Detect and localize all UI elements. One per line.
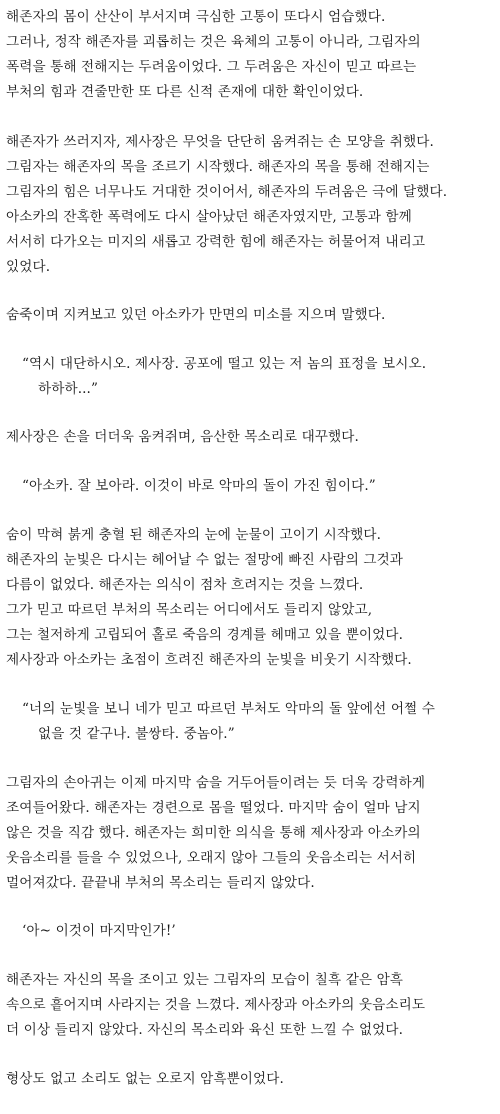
dialogue-1-line-1: “역시 대단하시오. 제사장. 공포에 떨고 있는 저 놈의 표정을 보시오. [22,356,427,372]
paragraph-5-line-5: 그는 철저하게 고립되어 홀로 죽음의 경계를 헤매고 있을 뿐이었다. [6,627,404,643]
paragraph-2-line-3: 그림자의 힘은 너무나도 거대한 것이어서, 해존자의 두려움은 극에 달했다. [6,184,448,200]
paragraph-2-line-5: 서서히 다가오는 미지의 새롭고 강력한 힘에 해존자는 허물어져 내리고 [6,234,426,250]
paragraph-6-line-2: 조여들어왔다. 해존자는 경련으로 몸을 떨었다. 마지막 숨이 얼마 남지 [6,800,421,816]
paragraph-7-line-2: 속으로 흩어지며 사라지는 것을 느꼈다. 제사장과 아소카의 웃음소리도 [6,997,426,1013]
dialogue-3-line-2: 없을 것 같구나. 불쌍타. 중놈아.” [38,726,235,742]
paragraph-6-line-3: 않은 것을 직감 했다. 해존자는 희미한 의식을 통해 제사장과 아소카의 [6,825,421,841]
dialogue-3-line-1: “너의 눈빛을 보니 네가 믿고 따르던 부처도 악마의 돌 앞에선 어쩔 수 [22,701,435,717]
paragraph-5-line-1: 숨이 막혀 붉게 충혈 된 해존자의 눈에 눈물이 고이기 시작했다. [6,527,381,543]
paragraph-5-line-6: 제사장과 아소카는 초점이 흐려진 해존자의 눈빛을 비웃기 시작했다. [6,652,412,668]
paragraph-6-line-1: 그림자의 손아귀는 이제 마지막 숨을 거두어들이려는 듯 더욱 강력하게 [6,775,426,791]
paragraph-6-line-5: 멀어져갔다. 끝끝내 부처의 목소리는 들리지 않았다. [6,875,315,891]
paragraph-1-line-4: 부처의 힘과 견줄만한 또 다른 신적 존재에 대한 확인이었다. [6,84,364,100]
paragraph-6-line-4: 웃음소리를 들을 수 있었으나, 오래지 않아 그들의 웃음소리는 서서히 [6,850,417,866]
paragraph-3-line-1: 숨죽이며 지켜보고 있던 아소카가 만면의 미소를 지으며 말했다. [6,307,386,323]
paragraph-1-line-3: 폭력을 통해 전해지는 두려움이었다. 그 두려움은 자신이 믿고 따르는 [6,59,417,75]
paragraph-2-line-2: 그림자는 해존자의 목을 조르기 시작했다. 해존자의 목을 통해 전해지는 [6,159,430,175]
paragraph-2-line-4: 아소카의 잔혹한 폭력에도 다시 살아났던 해존자였지만, 고통과 함께 [6,209,412,225]
paragraph-2-line-1: 해존자가 쓰러지자, 제사장은 무엇을 단단히 움켜쥐는 손 모양을 취했다. [6,134,434,150]
paragraph-7-line-3: 더 이상 들리지 않았다. 자신의 목소리와 육신 또한 느낄 수 없었다. [6,1022,404,1038]
paragraph-4-line-1: 제사장은 손을 더더욱 움켜쥐며, 음산한 목소리로 대꾸했다. [6,429,359,445]
paragraph-5-line-3: 다름이 없었다. 해존자는 의식이 점차 흐려지는 것을 느꼈다. [6,577,364,593]
paragraph-5-line-2: 해존자의 눈빛은 다시는 헤어날 수 없는 절망에 빠진 사람의 그것과 [6,552,404,568]
paragraph-7-line-1: 해존자는 자신의 목을 조이고 있는 그림자의 모습이 칠흑 같은 암흑 [6,972,404,988]
paragraph-2-line-6: 있었다. [6,259,51,275]
paragraph-1-line-2: 그러나, 정작 해존자를 괴롭히는 것은 육체의 고통이 아니라, 그림자의 [6,34,421,50]
paragraph-5-line-4: 그가 믿고 따르던 부처의 목소리는 어디에서도 들리지 않았고, [6,602,373,618]
dialogue-1-line-2: 하하하...” [38,381,99,397]
thought-line-1: ‘아~ 이것이 마지막인가!’ [22,923,176,939]
paragraph-8-line-1: 형상도 없고 소리도 없는 오로지 암흑뿐이었다. [6,1071,284,1087]
dialogue-2-line-1: “아소카. 잘 보아라. 이것이 바로 악마의 돌이 가진 힘이다.” [22,478,376,494]
paragraph-1-line-1: 해존자의 몸이 산산이 부서지며 극심한 고통이 또다시 엄습했다. [6,9,386,25]
